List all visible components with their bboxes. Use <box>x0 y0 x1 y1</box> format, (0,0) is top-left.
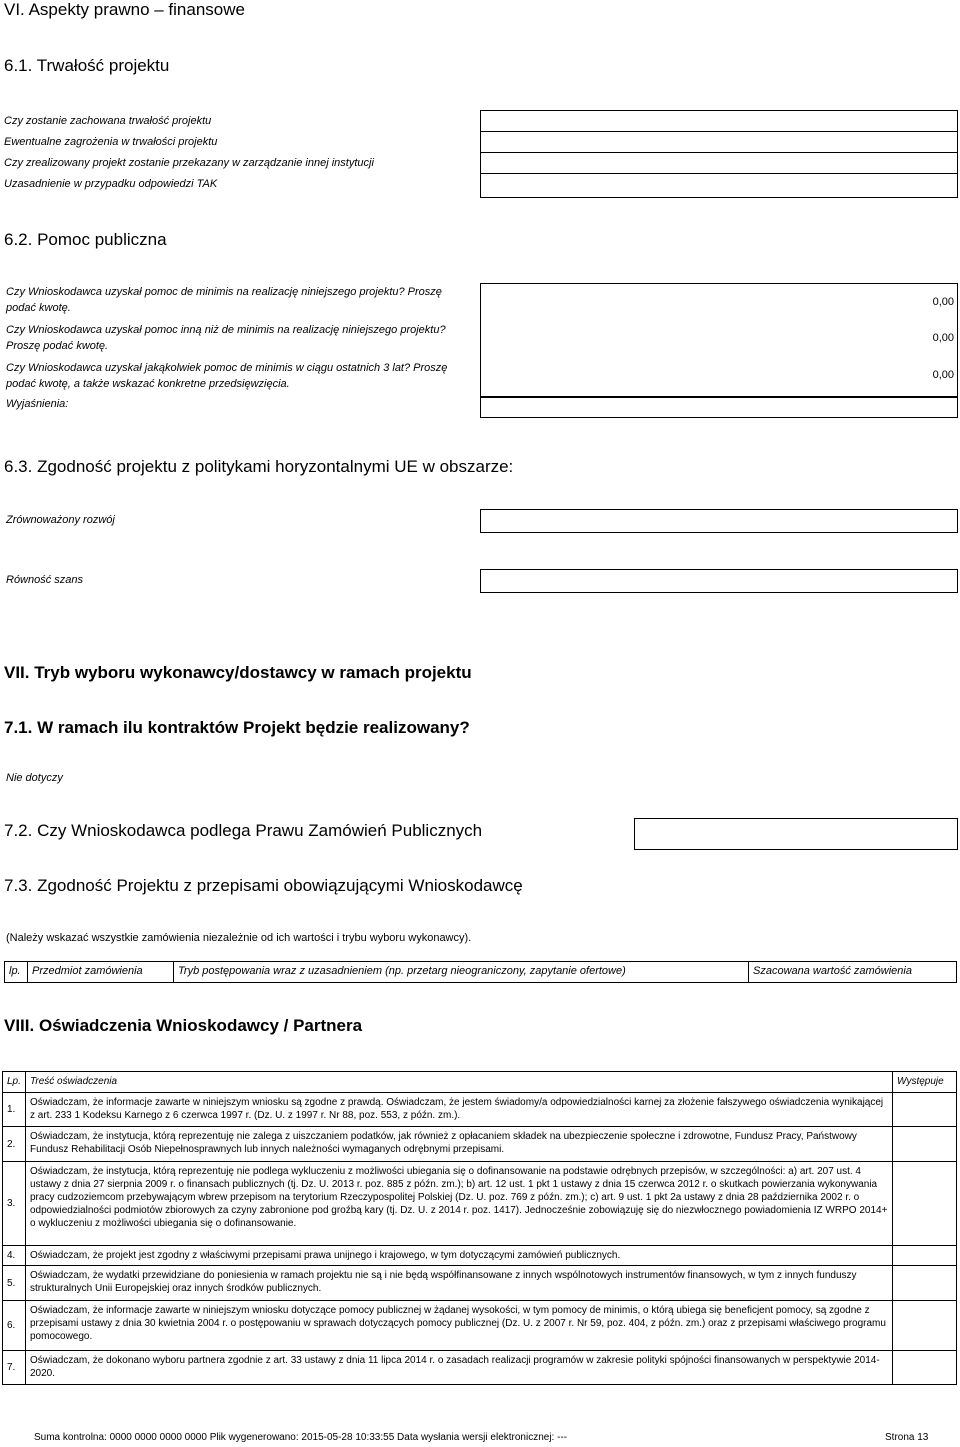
declaration-text: Oświadczam, że instytucja, którą reprezentuję nie zalega z uiszczaniem podatków, jak również z opłacaniem składek na ubezpieczenie społeczne i zdrowotne, Fundusz Pracy, Państwowy Fundusz Rehabilitacji Osób Niepełnosprawnych lub innych należności wymaganych odrębnymi przepisami. <box>26 1127 893 1162</box>
aid-amount-2[interactable]: 0,00 <box>932 332 954 344</box>
declaration-present-cell[interactable] <box>893 1246 957 1266</box>
procurement-header-row <box>5 962 957 983</box>
procurement-table <box>4 961 957 983</box>
declaration-row <box>3 1351 957 1385</box>
aid-question-1: Czy Wnioskodawca uzyskał pomoc de minimis na realizację niniejszego projektu? Proszę podać kwotę. <box>6 286 442 314</box>
equal-opportunities-label: Równość szans <box>6 574 84 586</box>
divider <box>480 152 957 153</box>
declarations-table <box>2 1071 957 1385</box>
procurement-col-lp: lp. <box>5 962 28 983</box>
declaration-lp: 7. <box>3 1351 26 1385</box>
section-6-title: VI. Aspekty prawno – finansowe <box>4 0 245 19</box>
section-7-2-title: 7.2. Czy Wnioskodawca podlega Prawu Zamówień Publicznych <box>4 821 483 840</box>
declarations-col-present: Występuje <box>893 1072 957 1093</box>
declaration-row <box>3 1246 957 1266</box>
declaration-present-cell[interactable] <box>893 1266 957 1301</box>
declaration-present-cell[interactable] <box>893 1162 957 1246</box>
durability-row-4-label: Uzasadnienie w przypadku odpowiedzi TAK <box>4 178 218 190</box>
section-6-2-title: 6.2. Pomoc publiczna <box>4 230 167 249</box>
aid-amount-3[interactable]: 0,00 <box>932 369 954 381</box>
declaration-lp: 1. <box>3 1093 26 1127</box>
contracts-count-value: Nie dotyczy <box>6 772 63 784</box>
declarations-col-text: Treść oświadczenia <box>26 1072 893 1093</box>
declaration-present-cell[interactable] <box>893 1351 957 1385</box>
declaration-text: Oświadczam, że informacje zawarte w niniejszym wniosku są zgodne z prawdą. Oświadczam, że jestem świadomy/a odpowiedzialności karnej za złożenie fałszywego oświadczenia wynikającej z art. 233 1 Kodeksu Karnego z 6 czerwca 1997 r. (Dz. U. z 1997 r. Nr 88, poz. 553, z późn. zm.). <box>26 1093 893 1127</box>
footer-checksum: Suma kontrolna: 0000 0000 0000 0000 Plik wygenerowano: 2015-05-28 10:33:55 Data wysłania wersji elektronicznej: --- <box>34 1432 568 1443</box>
section-7-3-title: 7.3. Zgodność Projektu z przepisami obowiązującymi Wnioskodawcę <box>4 876 523 895</box>
public-procurement-answer-field[interactable] <box>634 818 958 850</box>
declaration-text: Oświadczam, że wydatki przewidziane do poniesienia w ramach projektu nie są i nie będą współfinansowane z innych wspólnotowych instrumentów finansowych, w tym z innych funduszy strukturalnych Unii Europejskiej oraz innych środków publicznych. <box>26 1266 893 1301</box>
aid-question-3: Czy Wnioskodawca uzyskał jakąkolwiek pomoc de minimis w ciągu ostatnich 3 lat? Proszę podać kwotę, a także wskazać konkretne przedsięwzięcia. <box>6 362 448 390</box>
section-7-title: VII. Tryb wyboru wykonawcy/dostawcy w ramach projektu <box>4 663 472 682</box>
section-8-title: VIII. Oświadczenia Wnioskodawcy / Partnera <box>4 1016 363 1035</box>
aid-question-2: Czy Wnioskodawca uzyskał pomoc inną niż de minimis na realizację niniejszego projektu? Proszę podać kwotę. <box>6 324 446 352</box>
declaration-lp: 4. <box>3 1246 26 1266</box>
declaration-text: Oświadczam, że projekt jest zgodny z właściwymi przepisami prawa unijnego i krajowego, w tym dotyczącymi zamówień publicznych. <box>26 1246 893 1266</box>
durability-answer-field[interactable] <box>480 110 958 198</box>
equal-opportunities-field[interactable] <box>480 569 958 593</box>
declaration-row <box>3 1266 957 1301</box>
aid-explanations-label: Wyjaśnienia: <box>6 398 69 410</box>
declaration-lp: 6. <box>3 1301 26 1351</box>
declaration-text: Oświadczam, że dokonano wyboru partnera zgodnie z art. 33 ustawy z dnia 11 lipca 2014 r. o zasadach realizacji programów w zakresie polityki spójności finansowanych w perspektywie 2014-2020. <box>26 1351 893 1385</box>
declaration-row <box>3 1162 957 1246</box>
declaration-lp: 5. <box>3 1266 26 1301</box>
declaration-present-cell[interactable] <box>893 1301 957 1351</box>
divider <box>480 131 957 132</box>
procurement-col-mode: Tryb postępowania wraz z uzasadnieniem (np. przetarg nieograniczony, zapytanie ofertowe) <box>174 962 749 983</box>
declaration-row <box>3 1127 957 1162</box>
procurement-col-subject: Przedmiot zamówienia <box>28 962 174 983</box>
aid-amount-1[interactable]: 0,00 <box>932 296 954 308</box>
section-6-1-title: 6.1. Trwałość projektu <box>4 56 170 75</box>
section-7-1-title: 7.1. W ramach ilu kontraktów Projekt będzie realizowany? <box>4 718 470 737</box>
divider <box>480 173 957 174</box>
section-6-3-title: 6.3. Zgodność projektu z politykami horyzontalnymi UE w obszarze: <box>4 457 514 476</box>
declarations-col-lp: Lp. <box>3 1072 26 1093</box>
declaration-lp: 2. <box>3 1127 26 1162</box>
declaration-present-cell[interactable] <box>893 1093 957 1127</box>
declaration-text: Oświadczam, że instytucja, którą reprezentuję nie podlega wykluczeniu z możliwości ubiegania się o dofinansowanie na podstawie odrębnych przepisów, w szczególności: a) art. 207 ust. 4 ustawy z dnia 27 sierpnia 2009 r. o finansach publicznych (tj. Dz. U. 2013 r. poz. 885 z późn. zm.); b) art. 12 ust. 1 pkt 1 ustawy z dnia 15 czerwca 2012 r. o skutkach powierzania wykonywania pracy cudzoziemcom przebywającym wbrew przepisom na terytorium Rzeczypospolitej Polskiej (Dz. U. poz. 769 z późn. zm.); c) art. 9 ust. 1 pkt 2a ustawy z dnia 28 października 2002 r. o odpowiedzialności podmiotów zbiorowych za czyny zabronione pod groźbą kary (tj. Dz. U. z 2014 r. poz. 1417). Jednocześnie zobowiązuję się do niezwłocznego powiadomienia IZ WRPO 2014+ o wykluczeniu z możliwości ubiegania się o dofinansowanie. <box>26 1162 893 1246</box>
durability-row-1-label: Czy zostanie zachowana trwałość projektu <box>4 115 212 127</box>
sustainable-development-field[interactable] <box>480 509 958 533</box>
procurement-col-value: Szacowana wartość zamówienia <box>749 962 957 983</box>
declaration-text: Oświadczam, że informacje zawarte w niniejszym wniosku dotyczące pomocy publicznej w żądanej wysokości, w tym pomocy de minimis, o którą ubiega się beneficjent pomocy, są zgodne z przepisami ustawy z dnia 30 kwietnia 2004 r. o postępowaniu w sprawach dotyczących pomocy publicznej (Dz. U. z 2007 r. Nr 59, poz. 404, z późn. zm.) oraz z przepisami właściwego programu pomocowego. <box>26 1301 893 1351</box>
aid-explanations-field[interactable] <box>480 396 958 418</box>
declaration-lp: 3. <box>3 1162 26 1246</box>
declaration-row <box>3 1093 957 1127</box>
durability-row-3-label: Czy zrealizowany projekt zostanie przekazany w zarządzanie innej instytucji <box>4 157 374 169</box>
durability-row-2-label: Ewentualne zagrożenia w trwałości projektu <box>4 136 218 148</box>
declaration-row <box>3 1301 957 1351</box>
footer-page-number: Strona 13 <box>885 1432 929 1443</box>
procurement-note: (Należy wskazać wszystkie zamówienia niezależnie od ich wartości i trybu wyboru wykonawcy). <box>6 932 472 944</box>
declaration-present-cell[interactable] <box>893 1127 957 1162</box>
sustainable-development-label: Zrównoważony rozwój <box>6 514 115 526</box>
declarations-header-row <box>3 1072 957 1093</box>
